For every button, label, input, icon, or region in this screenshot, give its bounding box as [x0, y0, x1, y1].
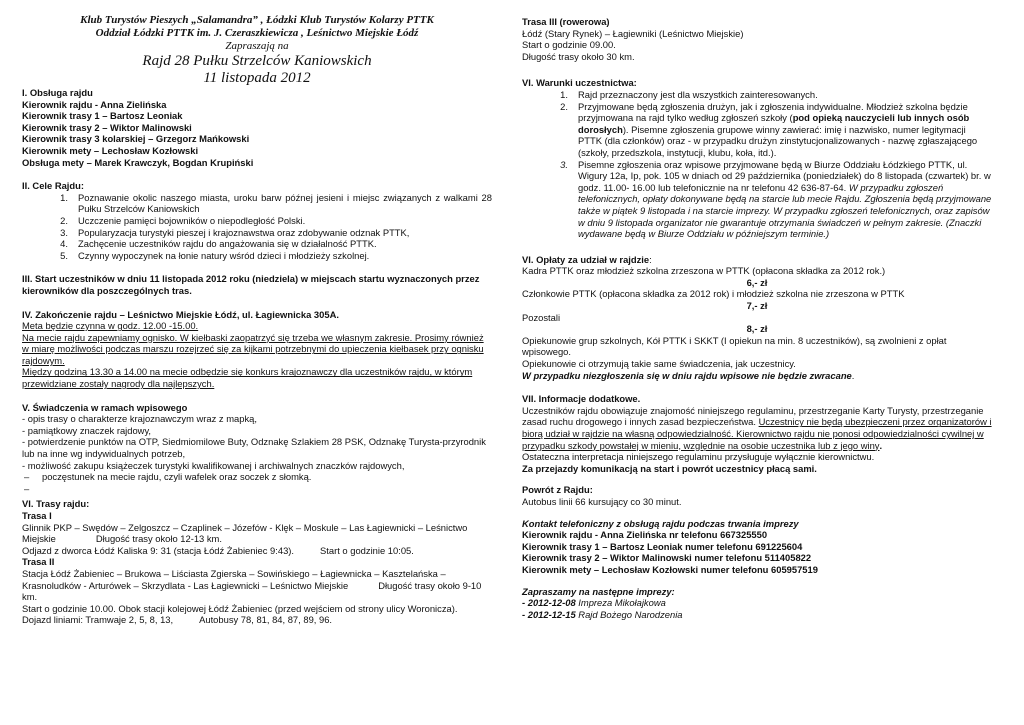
section-finish-heading: IV. Zakończenie rajdu – Leśnictwo Miejskie Łódź, ul. Łagiewnicka 305A.: [22, 308, 339, 320]
contact-line: Kierownik trasy 2 – Wiktor Malinowski numer telefonu 511405822: [522, 552, 812, 564]
list-item: 1. Poznawanie okolic naszego miasta, uroku barw późnej jesieni i miejsc związanych z walkami 28 Pułku Strzelców Kaniowskich: [60, 191, 492, 215]
conditions-list: [522, 89, 992, 240]
section-fees-heading: VI. Opłaty za udział w rajdzie:: [522, 253, 652, 265]
benefit-line: - możliwość zakupu książeczek turystyki kwalifikowanej i archiwalnych znaczków rajdowych,: [22, 459, 405, 471]
fee-amount: 8,- zł: [746, 323, 768, 335]
route-1-departure: Odjazd z dworca Łódź Kaliska 9: 31 (stacja Łódź Żabieniec 9:43). Start o godzinie 10:05.: [22, 544, 414, 556]
route-2-label: Trasa II: [22, 556, 55, 568]
fee-guardians: Opiekunowie ci otrzymują takie same świadczenia, jak uczestnicy.: [522, 358, 796, 370]
staff-line: Kierownik mety – Lechosław Kozłowski: [22, 144, 199, 156]
route-3-path: Łódź (Stary Rynek) – Łagiewniki (Leśnictwo Miejskie): [522, 27, 744, 39]
section-start: III. Start uczestników w dniu 11 listopada 2012 roku (niedziela) w miejscach startu wyznaczonych przez kierowników dla poszczególnych tras.: [22, 273, 480, 296]
dash-icon: –: [24, 482, 30, 494]
finish-bonfire: Na mecie rajdu zapewniamy ognisko. W kiełbaski zaopatrzyć się trzeba we własnym zakresie. Prosimy również w miarę możliwości podczas marszu rozejrzeć się za kijkami potrzebnymi do upieczenia kiełbasek przy ognisku rajdowym.: [22, 331, 484, 366]
fee-no-refund: W przypadku niezgłoszenia się w dniu rajdu wpisowe nie będzie zwracane.: [522, 369, 855, 381]
staff-line: Obsługa mety – Marek Krawczyk, Bogdan Krupiński: [22, 156, 254, 168]
organizers-line-1: Klub Turystów Pieszych „Salamandra” , Łódzki Klub Turystów Kolarzy PTTK: [80, 14, 434, 26]
list-item: 2. Przyjmowane będą zgłoszenia drużyn, jak i zgłoszenia indywidualne. Młodzież szkolna będzie przyjmowana na rajd tylko według zgłoszeń szkoły (pod opieką nauczycieli lub innych osób dorosłych). Pisemne zgłoszenia grupowe winny zawierać: imię i nazwisko, numer legitymacji PTTK (dla członków) oraz - w przypadku drużyn zinstytucjonalizowanych - nazwę zgłaszającego (szkoły, przedszkola, instytucji, klubu, koła, itd.).: [560, 100, 978, 158]
section-conditions-heading: VI. Warunki uczestnictwa:: [522, 77, 637, 89]
dash-icon: –: [24, 471, 30, 483]
section-contact-heading: Kontakt telefoniczny z obsługą rajdu podczas trwania imprezy: [522, 517, 799, 529]
right-column: [522, 16, 992, 620]
route-2-path: Stacja Łódź Żabieniec – Brukowa – Liściasta Zgierska – Sowińskiego – Łagiewnicka – Kasztelańska – Krasnoludków - Arturówek – Skrzydlata - Las Łagiewnicki – Leśnictwo Miejskie Długość trasy około 9-10 km.: [22, 567, 482, 603]
event-line: - 2012-12-08 Impreza Mikołajkowa: [522, 597, 666, 609]
section-routes-heading: VI. Trasy rajdu:: [22, 498, 90, 510]
section-next-events-heading: Zapraszamy na następne imprezy:: [522, 585, 675, 597]
benefit-line: - potwierdzenie punktów na OTP, Siedmiomilowe Buty, Odznakę Szlakiem 28 PSK, Odznakę Turysta-przyrodnik lub na inne wg indywidualnych potrzeb,: [22, 436, 486, 460]
fee-label: Kadra PTTK oraz młodzież szkolna zrzeszona w PTTK (opłacona składka za 2012 rok.): [522, 265, 886, 277]
benefit-line: - pamiątkowy znaczek rajdowy,: [22, 424, 152, 436]
route-2-start: Start o godzinie 10.00. Obok stacji kolejowej Łódź Żabieniec (przed wejściem od strony ulicy Woronicza).: [22, 602, 458, 614]
route-2-transport: Dojazd liniami: Tramwaje 2, 5, 8, 13, Autobusy 78, 81, 84, 87, 89, 96.: [22, 614, 333, 626]
fee-amount: 6,- zł: [746, 276, 768, 288]
invite-line: Zapraszają na: [225, 40, 289, 52]
list-item: 5. Czynny wypoczynek na łonie natury wśród dzieci i młodzieży szkolnej.: [60, 249, 370, 261]
event-line: - 2012-12-15 Rajd Bożego Narodzenia: [522, 608, 683, 620]
info-rules: Uczestników rajdu obowiązuje znajomość niniejszego regulaminu, przestrzeganie Karty Turysty, przestrzeganie zasad ruchu drogowego i innych zasad bezpieczeństwa. Uczestnicy nie będą ubezpieczeni przez organizatorów i biorą udział w rajdzie na własną odpowiedzialność. Kierownictwo rajdu nie ponosi odpowiedzialności cywilnej w przypadku szkody powstałej w mieniu, względnie na osobie uczestnika lub z jego winy.: [522, 404, 992, 451]
staff-line: Kierownik trasy 3 kolarskiej – Grzegorz Mańkowski: [22, 133, 250, 145]
contact-line: Kierownik rajdu - Anna Zielińska nr telefonu 667325550: [522, 529, 768, 541]
fee-amount: 7,- zł: [746, 300, 768, 312]
rally-date: 11 listopada 2012: [203, 70, 311, 86]
info-transport-cost: Za przejazdy komunikacją na start i powrót uczestnicy płacą sami.: [522, 462, 817, 474]
section-return-heading: Powrót z Rajdu:: [522, 484, 593, 496]
benefit-bullet: – poczęstunek na mecie rajdu, czyli wafelek oraz soczek z słomką.: [24, 471, 312, 483]
route-1-label: Trasa I: [22, 510, 52, 521]
section-goals-heading: II. Cele Rajdu:: [22, 180, 84, 192]
info-interpretation: Ostateczna interpretacja niniejszego regulaminu przysługuje wyłącznie kierownictwu.: [522, 451, 875, 463]
staff-line: Kierownik trasy 1 – Bartosz Leoniak: [22, 110, 183, 122]
list-item: 1. Rajd przeznaczony jest dla wszystkich zainteresowanych.: [560, 88, 818, 100]
fee-label: Pozostali: [522, 311, 561, 323]
rally-title: Rajd 28 Pułku Strzelców Kaniowskich: [142, 53, 372, 69]
route-3-start: Start o godzinie 09.00.: [522, 39, 616, 51]
staff-line: Kierownik rajdu - Anna Zielińska: [22, 98, 167, 110]
staff-line: Kierownik trasy 2 – Wiktor Malinowski: [22, 121, 192, 133]
section-benefits-heading: V. Świadczenia w ramach wpisowego: [22, 401, 188, 413]
list-item: 2. Uczczenie pamięci bojowników o niepodległość Polski.: [60, 214, 306, 226]
fee-label: Członkowie PTTK (opłacona składka za 2012 rok) i młodzież szkolna nie zrzeszona w PTTK: [522, 288, 905, 300]
section-info-heading: VII. Informacje dodatkowe.: [522, 393, 641, 405]
section-staff-heading: I. Obsługa rajdu: [22, 87, 93, 98]
contact-line: Kierownik trasy 1 – Bartosz Leoniak numer telefonu 691225604: [522, 540, 803, 552]
route-3-heading: Trasa III (rowerowa): [522, 16, 610, 27]
organizers-line-2: Oddział Łódzki PTTK im. J. Czeraszkiewicza , Leśnictwo Miejskie Łódź: [95, 27, 419, 39]
contact-line: Kierownik mety – Lechosław Kozłowski numer telefonu 605957519: [522, 563, 818, 575]
route-1-path: Glinnik PKP – Swędów – Zelgoszcz – Czaplinek – Józefów - Klęk – Moskule – Las Łagiewnicki – Leśnictwo Miejskie Długość trasy około 12-13 km.: [22, 521, 468, 545]
left-column: [22, 14, 492, 626]
benefit-line: - opis trasy o charakterze krajoznawczym wraz z mapką,: [22, 413, 257, 425]
fee-exemption: Opiekunowie grup szkolnych, Kół PTTK i SKKT (I opiekun na min. 8 uczestników), są zwolnieni z opłat wpisowego.: [522, 334, 947, 358]
goals-list: [22, 192, 492, 262]
list-item: 4. Zachęcenie uczestników rajdu do angażowania się w działalność PTTK.: [60, 238, 377, 250]
list-item: 3. Popularyzacja turystyki pieszej i krajoznawstwa oraz zdobywanie odznak PTTK,: [60, 226, 410, 238]
finish-hours: Meta będzie czynna w godz. 12.00 -15.00.: [22, 320, 199, 332]
finish-contest: Między godziną 13.30 a 14.00 na mecie odbędzie się konkurs krajoznawczy dla uczestników rajdu, w którym przewidziane zostały nagrody dla najlepszych.: [22, 366, 473, 390]
route-3-length: Długość trasy około 30 km.: [522, 50, 635, 62]
return-bus: Autobus linii 66 kursujący co 30 minut.: [522, 495, 682, 507]
list-item: 3. Pisemne zgłoszenia oraz wpisowe przyjmowane będą w Biurze Oddziału Łódzkiego PTTK, ul. Wigury 12a, Ip, pok. 105 w dniach od 29 października (poniedziałek) do 8 listopada (czwartek) br. w godz. 11.00- 16.00 lub telefonicznie na nr telefonu 42 636-87-64. W przypadku zgłoszeń telefonicznych, opłaty dokonywane będą na starcie lub mecie Rajdu. Zgłoszenia będą przyjmowane także w piątek 9 listopada i na starcie imprezy. W przypadku zgłoszeń telefonicznych, oraz zapisów w dniu 9 listopada organizator nie gwarantuje otrzymania świadczeń w pełnym zakresie. (Znaczki wydawane będą w Biurze Oddziału w późniejszym terminie.): [560, 158, 992, 240]
